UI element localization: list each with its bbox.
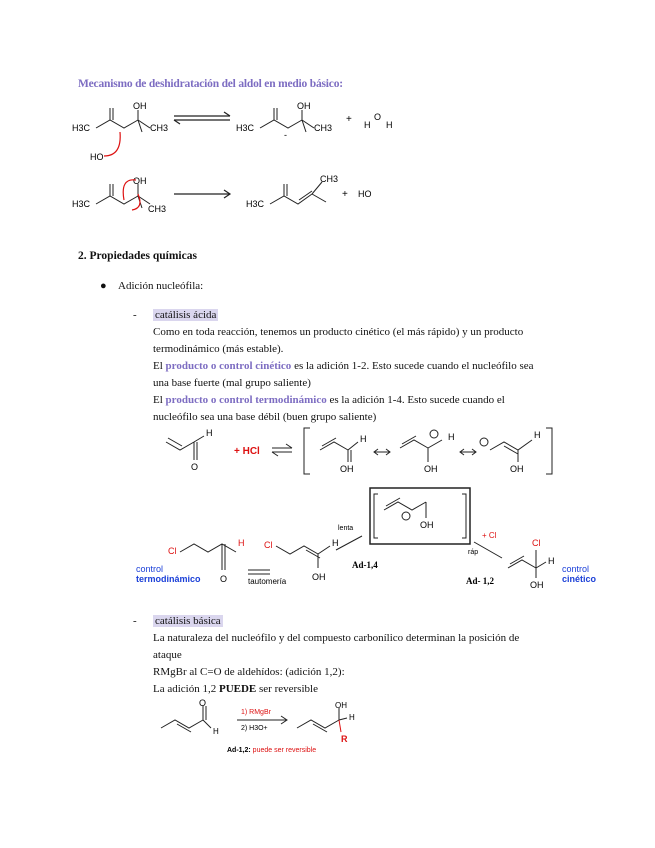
acid-addition-scheme xyxy=(130,422,610,594)
h-label: H xyxy=(534,430,541,440)
curved-arrow-icon xyxy=(104,132,120,156)
oh-label: OH xyxy=(312,572,326,582)
oh-label: OH xyxy=(297,101,311,111)
page-title: Mecanismo de deshidratación del aldol en medio básico: xyxy=(78,78,343,90)
reversibility-caption xyxy=(227,747,316,754)
oh-label: OH xyxy=(133,176,147,186)
water-h-left: H xyxy=(364,120,371,130)
text-line xyxy=(153,681,593,698)
h3c-label: H3C xyxy=(236,123,255,133)
h-label: H xyxy=(349,713,355,722)
tautomerism-label: tautomería xyxy=(248,577,287,586)
kinetic-control-term: producto o control cinético xyxy=(165,360,292,372)
text-fragment: La adición 1,2 xyxy=(153,683,219,695)
aldol-dehydration-scheme xyxy=(70,98,400,228)
h-label: H xyxy=(360,434,367,444)
basic-paragraph xyxy=(153,630,593,698)
bullet-dot: ● xyxy=(100,280,107,292)
h3c-label: H3C xyxy=(72,123,91,133)
h-label: H xyxy=(206,428,213,438)
caption-red: puede ser reversible xyxy=(250,747,317,754)
carbanion-minus: - xyxy=(284,130,287,140)
reaction-arrow-icon xyxy=(336,536,362,550)
slow-step-label: lenta xyxy=(338,525,354,532)
ch3-label: CH3 xyxy=(314,123,333,133)
text-line: termodinámico (más estable). xyxy=(153,343,284,355)
text-line xyxy=(153,392,593,409)
text-line xyxy=(153,358,593,375)
acid-paragraph xyxy=(153,324,593,426)
h-label: H xyxy=(213,727,219,736)
grignard-reagent: 1) RMgBr xyxy=(241,709,271,716)
text-fragment: es la adición 1-2. Esto sucede cuando el nucleófilo sea xyxy=(291,360,534,372)
h-label: H xyxy=(332,538,339,548)
text-line: La naturaleza del nucleófilo y del compuesto carbonílico determinan la posición de xyxy=(153,632,520,644)
text-line: RMgBr al C=O de aldehídos: (adición 1,2): xyxy=(153,666,345,678)
grignard-addition-scheme xyxy=(155,698,375,760)
bullet-text: Adición nucleófila: xyxy=(118,280,204,292)
oh-label: OH xyxy=(424,464,438,474)
r-group-label: R xyxy=(341,734,348,744)
cl-label: Cl xyxy=(264,540,273,550)
thermodynamic-control-term: producto o control termodinámico xyxy=(165,394,327,406)
oh-label: OH xyxy=(133,101,147,111)
ad14-label: Ad-1,4 xyxy=(352,560,378,570)
o-label: O xyxy=(220,574,228,584)
h-label: H xyxy=(238,538,245,548)
thermodynamic-label: termodinámico xyxy=(136,574,201,584)
text-line: Como en toda reacción, tenemos un producto cinético (el más rápido) y un producto xyxy=(153,326,524,338)
cl-label: Cl xyxy=(532,538,541,548)
list-dash: - xyxy=(133,615,137,627)
oh-label: OH xyxy=(420,520,434,530)
text-fragment: El xyxy=(153,360,166,372)
emphasis-text: PUEDE xyxy=(218,683,257,695)
ch3-label: CH3 xyxy=(150,123,169,133)
o-label: O xyxy=(199,698,207,708)
oh-label: OH xyxy=(340,464,354,474)
control-label: control xyxy=(562,564,590,574)
reaction-arrow-icon xyxy=(474,542,502,558)
kinetic-label: cinético xyxy=(562,574,597,584)
water-h-right: H xyxy=(386,120,393,130)
ad12-label: Ad- 1,2 xyxy=(466,576,495,586)
basic-catalysis-label: catálisis básica xyxy=(155,615,221,627)
oh-label: OH xyxy=(335,701,347,710)
h3c-label: H3C xyxy=(72,199,91,209)
text-line: ataque xyxy=(153,649,182,661)
o-label: O xyxy=(191,462,199,472)
plus-sign: + xyxy=(346,114,352,125)
caption-bold: Ad-1,2: xyxy=(227,747,251,754)
text-fragment: es la adición 1-4. Esto sucede cuando el xyxy=(326,394,505,406)
acid-workup-reagent: 2) H3O+ xyxy=(241,725,268,732)
hcl-reagent: + HCl xyxy=(234,446,260,457)
curved-arrow-icon xyxy=(132,194,140,210)
h3c-label: H3C xyxy=(246,199,265,209)
section-heading: 2. Propiedades químicas xyxy=(78,250,197,262)
ch3-label: CH3 xyxy=(148,204,167,214)
hydroxide-label: HO xyxy=(358,189,372,199)
fast-step-label: ráp xyxy=(468,549,479,556)
oh-label: OH xyxy=(530,580,544,590)
hydroxide-label: HO xyxy=(90,152,104,162)
acid-catalysis-label: catálisis ácida xyxy=(155,309,217,321)
control-label: control xyxy=(136,564,164,574)
cl-label: Cl xyxy=(168,546,177,556)
text-line: una base fuerte (mal grupo saliente) xyxy=(153,377,311,389)
ch3-label: CH3 xyxy=(320,174,339,184)
text-line: nucleófilo sea una base débil (buen grupo saliente) xyxy=(153,411,377,423)
h-label: H xyxy=(448,432,455,442)
text-fragment: ser reversible xyxy=(256,683,318,695)
text-fragment: El xyxy=(153,394,166,406)
list-dash: - xyxy=(133,309,137,321)
water-o: O xyxy=(374,112,382,122)
h-label: H xyxy=(548,556,555,566)
plus-sign: + xyxy=(342,189,348,200)
chloride-reagent: + Cl xyxy=(482,531,497,540)
oh-label: OH xyxy=(510,464,524,474)
